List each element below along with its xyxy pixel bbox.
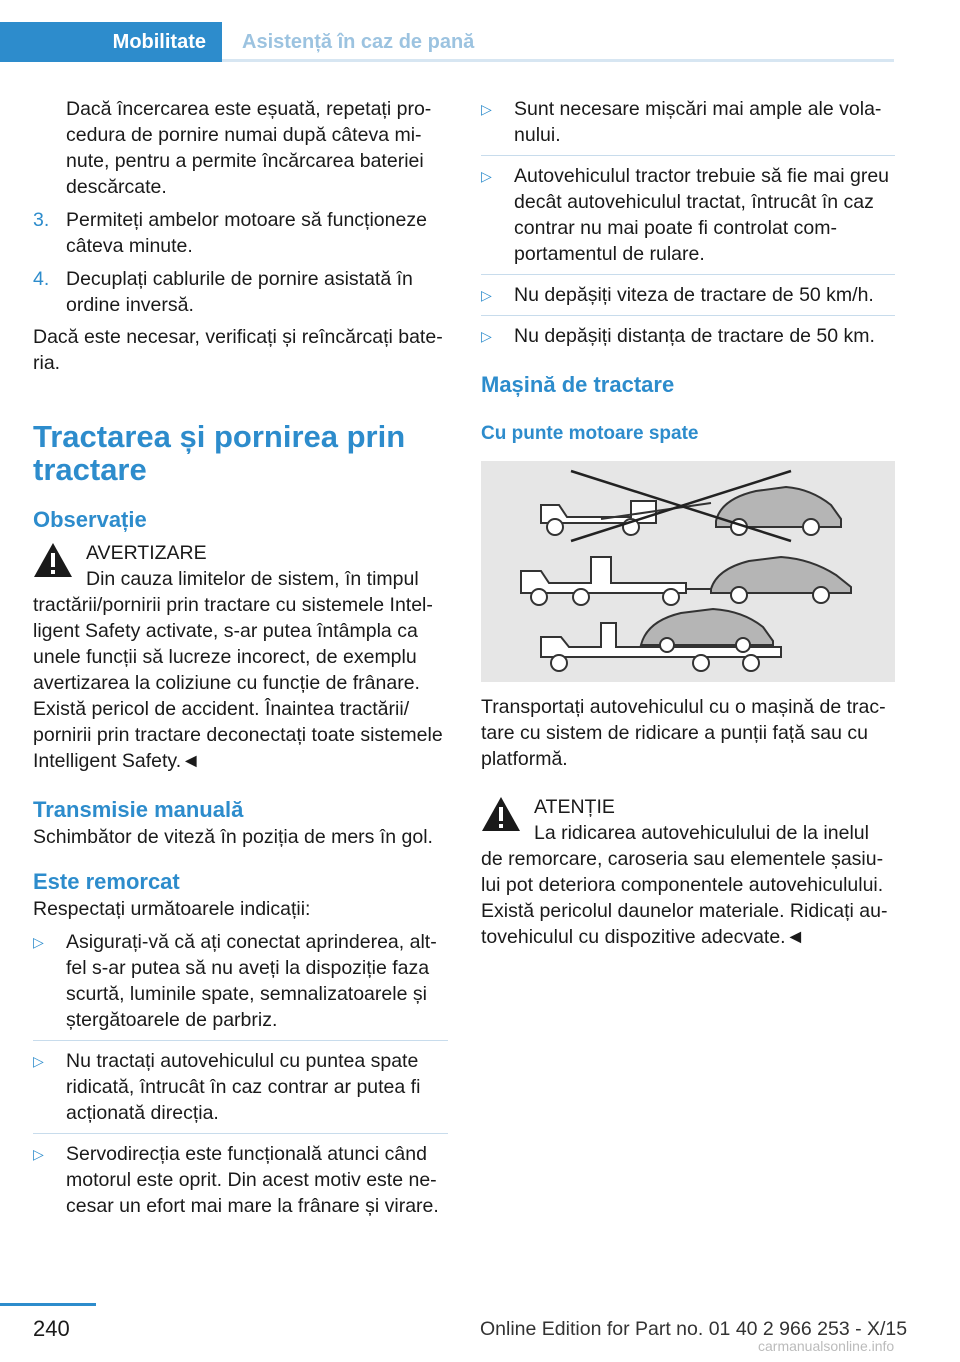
list-item-text: Servodirecția este funcțională atunci când motorul este oprit. Din acest motiv este necesar un efort mai mare la frânare și virare. xyxy=(66,1143,439,1217)
towing-illustration xyxy=(481,461,895,682)
list-item xyxy=(481,96,895,148)
bullet-icon: ▷ xyxy=(33,1146,44,1162)
step-item xyxy=(33,266,448,318)
bullet-icon: ▷ xyxy=(481,328,492,344)
bullet-icon: ▷ xyxy=(481,287,492,303)
check-paragraph: Dacă este necesar, verificați și reîncărcați bateria. xyxy=(33,326,443,374)
page-number: 240 xyxy=(33,1316,70,1341)
warning-text: Din cauza limitelor de sistem, în timpul tractării/pornirii prin tractare cu sistemele Intelligent Safety activate, s-ar putea întâmpla ca unele funcții să lucreze incorect, de exemplu avertizarea la coliziune cu funcție de frânare. Există pericol de accident. Înaintea tractării/ pornirii prin tractare deconectați toate sistemele Intelligent Safety.◄ xyxy=(33,568,443,772)
list-item xyxy=(481,155,895,267)
step-text: Permiteți ambelor motoare să funcționeze câteva minute. xyxy=(66,209,427,257)
towed-intro: Respectați următoarele indicații: xyxy=(33,898,311,920)
warning-title: ATENȚIE xyxy=(534,796,615,818)
warning-title: AVERTIZARE xyxy=(86,542,207,564)
list-item-text: Autovehiculul tractor trebuie să fie mai greu decât autovehiculul tractat, întrucât în caz contrar nu mai poate fi controlat comportamentul de rulare. xyxy=(514,165,890,265)
list-item xyxy=(481,274,895,308)
header-rule xyxy=(222,59,894,62)
edition-text: Online Edition for Part no. 01 40 2 966 253 - X/15 xyxy=(480,1318,908,1340)
intro-paragraph: Dacă încercarea este eșuată, repetați procedura de pornire numai după câteva minute, pentru a permite încărcarea bateriei descărcate. xyxy=(66,98,432,198)
right-column xyxy=(481,96,895,950)
towed-heading: Este remorcat xyxy=(33,869,180,894)
warning-triangle-icon xyxy=(33,542,73,578)
observatie-heading: Observație xyxy=(33,507,147,532)
step-text: Decuplați cablurile de pornire asistată în ordine inversă. xyxy=(66,268,413,316)
manual-heading: Transmisie manuală xyxy=(33,797,244,822)
watermark: carmanualsonline.info xyxy=(758,1338,895,1354)
warning-block-2 xyxy=(481,794,895,950)
bullet-icon: ▷ xyxy=(481,101,492,117)
footer-rule xyxy=(0,1303,96,1306)
tab-mobilitate[interactable]: Mobilitate xyxy=(0,22,222,62)
bullet-icon: ▷ xyxy=(33,934,44,950)
transport-paragraph: Transportați autovehiculul cu o mașină de tractare cu sistem de ridicare a punții față sau cu platformă. xyxy=(481,696,886,770)
bullet-icon: ▷ xyxy=(33,1053,44,1069)
warning-block-1 xyxy=(33,540,448,774)
list-item xyxy=(33,1040,448,1126)
section-title: Tractarea și pornirea prin tractare xyxy=(33,419,406,487)
step-number: 3. xyxy=(33,209,50,231)
list-item-text: Nu depășiți distanța de tractare de 50 km. xyxy=(514,325,875,347)
step-number: 4. xyxy=(33,268,50,290)
list-item xyxy=(481,315,895,349)
header-tabs xyxy=(0,0,960,64)
list-item-text: Nu depășiți viteza de tractare de 50 km/h. xyxy=(514,284,874,306)
towing-diagram-image xyxy=(481,461,895,682)
step-item xyxy=(33,207,448,259)
tow-vehicle-heading: Mașină de tractare xyxy=(481,372,675,397)
list-item xyxy=(33,1133,448,1219)
bullet-icon: ▷ xyxy=(481,168,492,184)
list-item xyxy=(33,929,448,1033)
rear-axle-heading: Cu punte motoare spate xyxy=(481,423,699,444)
tab-asistenta[interactable]: Asistență în caz de pană xyxy=(242,30,475,53)
manual-text: Schimbător de viteză în poziția de mers în gol. xyxy=(33,826,433,848)
list-item-text: Sunt necesare mișcări mai ample ale volanului. xyxy=(514,98,882,146)
list-item-text: Nu tractați autovehiculul cu puntea spate ridicată, întrucât în caz contrar ar putea fi acționată direcția. xyxy=(66,1050,421,1124)
list-item-text: Asigurați-vă că ați conectat aprinderea, altfel s-ar putea să nu aveți la dispoziție faza scurtă, luminile spate, semnalizatoarele și ștergătoarele de parbriz. xyxy=(66,931,437,1031)
warning-text: La ridicarea autovehiculului de la inelul de remorcare, caroseria sau elementele șasiului pot deteriora componentele autovehiculului. Există pericolul daunelor materiale. Ridicați autovehiculul cu dispozitive adecvate.◄ xyxy=(481,822,888,948)
left-column xyxy=(33,96,448,1219)
warning-triangle-icon xyxy=(481,796,521,832)
